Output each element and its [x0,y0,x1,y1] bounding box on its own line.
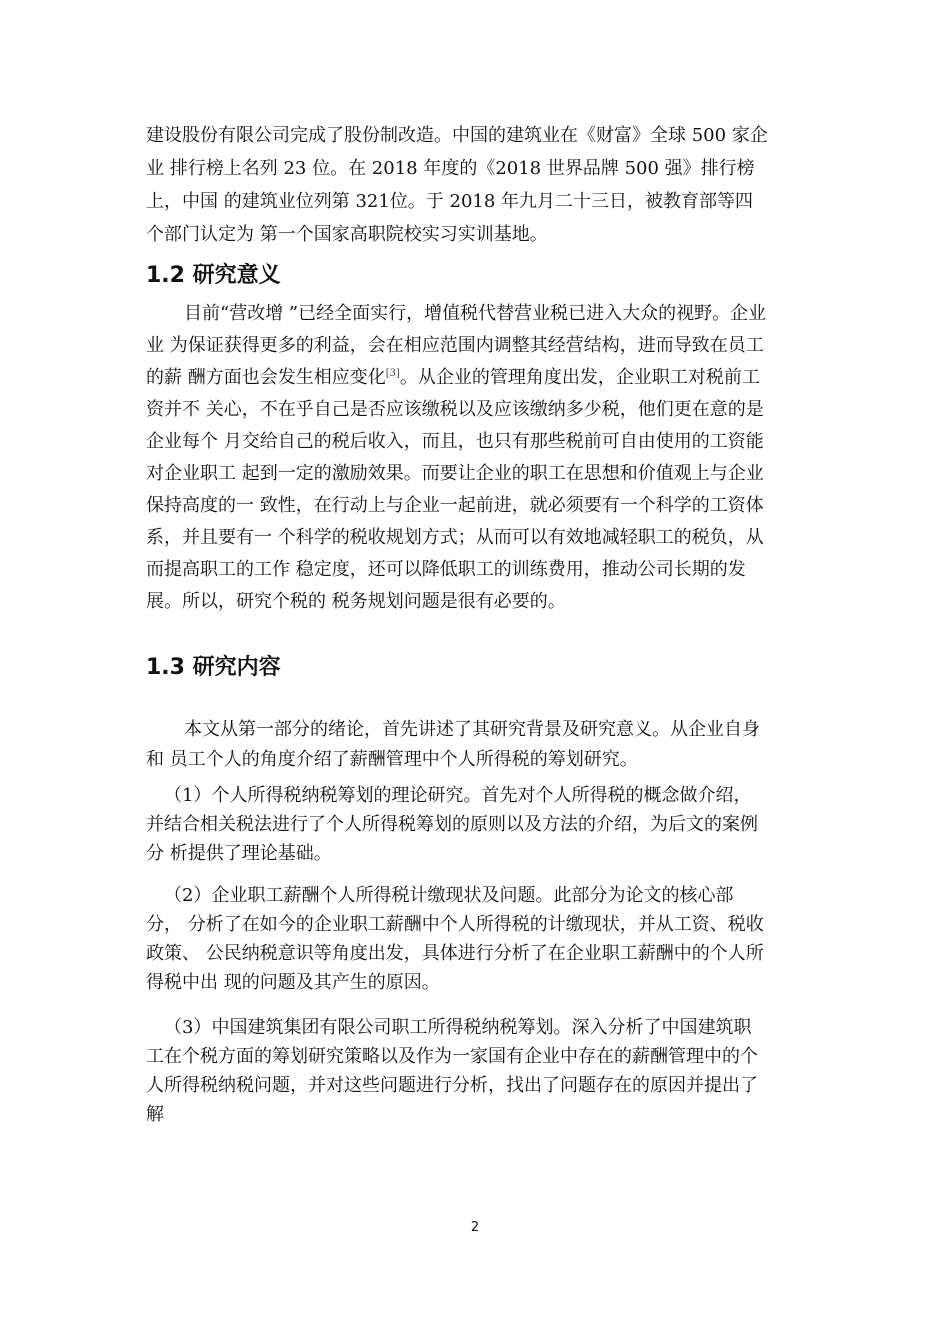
section-1-3-intro-paragraph [146,718,806,778]
text-line: 和 员工个人的角度介绍了薪酬管理中个人所得税的筹划研究。 [146,749,638,770]
citation-reference[interactable]: [3] [385,368,400,379]
section-heading-1-3: 1.3 研究内容 [146,655,281,680]
line-text: 。从企业的管理角度出发，企业职工对税前工 [399,367,760,388]
text-line: 业 排行榜上名列 23 位。在 2018 年度的《2018 世界品牌 500 强》排行榜 [146,158,755,179]
text-line: 企业每个 月交给自己的税后收入，而且，也只有那些税前可自由使用的工资能 [146,431,764,452]
text-line: 政策、 公民纳税意识等角度出发，具体进行分析了在企业职工薪酬中的个人所 [146,943,764,964]
text-line: 保持高度的一 致性，在行动上与企业一起前进，就必须要有一个科学的工资体 [146,495,764,516]
text-line: 展。所以，研究个税的 税务规划问题是很有必要的。 [146,591,566,612]
text-line: （2）企业职工薪酬个人所得税计缴现状及问题。此部分为论文的核心部 [164,885,734,906]
text-line: 得税中出 现的问题及其产生的原因。 [146,972,440,993]
content-item-1 [146,784,806,874]
text-line: 解 [146,1104,164,1125]
text-line: 业 为保证获得更多的利益，会在相应范围内调整其经营结构，进而导致在员工 [146,335,764,356]
text-line: 对企业职工 起到一定的激励效果。而要让企业的职工在思想和价值观上与企业 [146,463,764,484]
text-line: 系，并且要有一 个科学的税收规划方式；从而可以有效地减轻职工的税负，从 [146,527,764,548]
text-line [146,366,760,390]
text-line: 上，中国 的建筑业位列第 321位。于 2018 年九月二十三日，被教育部等四 [146,191,754,212]
text-line: （3）中国建筑集团有限公司职工所得税纳税筹划。深入分析了中国建筑职 [164,1017,752,1038]
content-item-2 [146,884,806,1004]
content-item-3 [146,1016,806,1136]
text-line: 建设股份有限公司完成了股份制改造。中国的建筑业在《财富》全球 500 家企 [146,125,768,146]
section-1-2-paragraph [146,302,806,632]
text-line: 工在个税方面的筹划研究策略以及作为一家国有企业中存在的薪酬管理中的个 [146,1046,758,1067]
text-line: 而提高职工的工作 稳定度，还可以降低职工的训练费用，推动公司长期的发 [146,559,746,580]
text-line: （1）个人所得税纳税筹划的理论研究。首先对个人所得税的概念做介绍， [164,785,752,806]
text-line: 目前“营改增 ”已经全面实行，增值税代替营业税已进入大众的视野。企业 [184,303,767,324]
text-line: 人所得税纳税问题，并对这些问题进行分析，找出了问题存在的原因并提出了 [146,1075,758,1096]
text-line: 并结合相关税法进行了个人所得税筹划的原则以及方法的介绍，为后文的案例 [146,814,758,835]
text-line: 本文从第一部分的绪论，首先讲述了其研究背景及研究意义。从企业自身 [184,719,760,740]
text-line: 资并不 关心，不在乎自己是否应该缴税以及应该缴纳多少税，他们更在意的是 [146,399,764,420]
intro-paragraph [146,124,806,264]
line-text: 的薪 酬方面也会发生相应变化 [146,367,386,388]
page-number: 2 [470,1220,480,1235]
text-line: 分 析提供了理论基础。 [146,843,332,864]
text-line: 个部门认定为 第一个国家高职院校实习实训基地。 [146,224,548,245]
text-line: 分， 分析了在如今的企业职工薪酬中个人所得税的计缴现状，并从工资、税收 [146,914,764,935]
section-heading-1-2: 1.2 研究意义 [146,263,281,288]
